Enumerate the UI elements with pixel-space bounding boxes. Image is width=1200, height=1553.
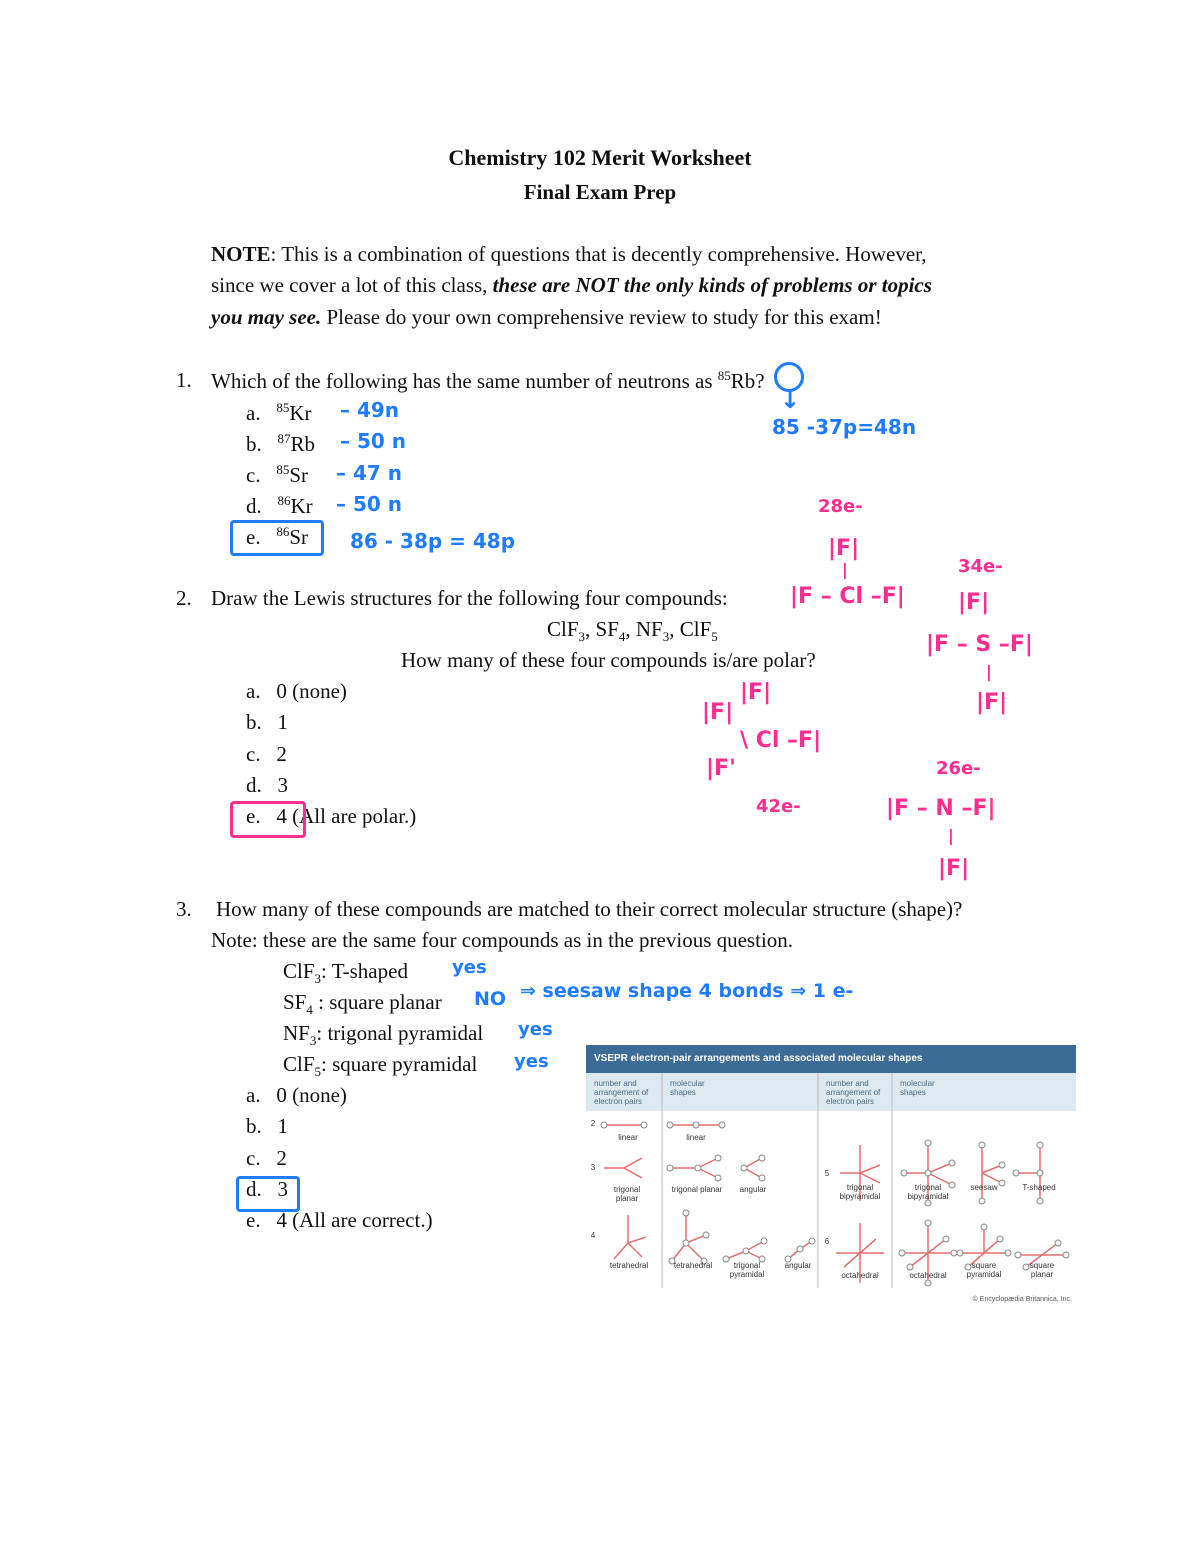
lewis-clf3-bond: | bbox=[842, 560, 848, 579]
q3-option-b[interactable]: b. 1 bbox=[246, 1114, 288, 1138]
q3-option-d[interactable]: d. 3 bbox=[246, 1177, 288, 1201]
vsepr-n4: 4 bbox=[590, 1231, 596, 1240]
vsepr-label-seesaw: seesaw bbox=[970, 1183, 998, 1192]
lewis-nf3-bond: | bbox=[948, 826, 954, 845]
note-42e: 42e- bbox=[756, 796, 801, 817]
q1-note-a: – 49n bbox=[340, 398, 400, 422]
q1-text: Which of the following has the same number of neutrons as $^{85}$Rb? bbox=[211, 368, 765, 393]
note-line-1: NOTE: This is a combination of questions that is decently comprehensive. However, bbox=[211, 242, 927, 266]
vsepr-col3-label: number and arrangement of electron pairs bbox=[826, 1079, 881, 1106]
note-28e: 28e- bbox=[818, 496, 863, 517]
vsepr-col2-label: molecular shapes bbox=[670, 1079, 705, 1097]
q2-option-b[interactable]: b. 1 bbox=[246, 710, 288, 734]
q2-option-a[interactable]: a. 0 (none) bbox=[246, 679, 347, 703]
vsepr-label-tetrahedral-2: tetrahedral bbox=[673, 1261, 713, 1270]
q2-option-c[interactable]: c. 2 bbox=[246, 742, 287, 766]
vsepr-label-angular-1: angular bbox=[739, 1185, 767, 1194]
q2-compounds: ClF$_3$, $SF_4$, $NF_3$, ClF$_5$ bbox=[547, 617, 718, 645]
lewis-sf4-top: |F| bbox=[958, 590, 990, 615]
q2-answer-box bbox=[230, 801, 306, 838]
q3-mark-2: NO bbox=[474, 988, 507, 1010]
page-title: Chemistry 102 Merit Worksheet bbox=[448, 145, 752, 170]
vsepr-figure bbox=[586, 1045, 1076, 1303]
q2-number: 2. bbox=[176, 586, 192, 610]
q3-extra-note: ⇒ seesaw shape 4 bonds ⇒ 1 e- bbox=[520, 980, 854, 1002]
q1-note-e: 86 - 38p = 48p bbox=[350, 529, 516, 553]
vsepr-label-square-pyramidal: square pyramidal bbox=[966, 1261, 1002, 1279]
q1-note-calc: 85 -37p=48n bbox=[772, 415, 917, 439]
vsepr-n5: 5 bbox=[824, 1169, 830, 1178]
q1-option-c[interactable]: c. $^{85}$Sr bbox=[246, 462, 309, 487]
q2-text: Draw the Lewis structures for the following four compounds: bbox=[211, 586, 728, 610]
q1-option-d[interactable]: d. $^{86}$Kr bbox=[246, 493, 313, 518]
note-line-3: you may see. Please do your own comprehensive review to study for this exam! bbox=[211, 305, 882, 329]
note-26e: 26e- bbox=[936, 758, 981, 779]
arrow-down-icon: ↓ bbox=[780, 386, 801, 414]
q3-mark-1: yes bbox=[452, 957, 487, 978]
q3-mark-3: yes bbox=[518, 1019, 553, 1040]
q1-number: 1. bbox=[176, 368, 192, 392]
vsepr-label-trigonal-planar-1: trigonal planar bbox=[613, 1185, 641, 1203]
vsepr-label-trigonal-planar-2: trigonal planar bbox=[671, 1185, 723, 1194]
q1-note-d: – 50 n bbox=[336, 492, 402, 516]
note-34e: 34e- bbox=[958, 556, 1003, 577]
vsepr-label-trigonal-pyramidal: trigonal pyramidal bbox=[729, 1261, 765, 1279]
vsepr-label-linear-1: linear bbox=[618, 1133, 638, 1142]
q3-option-c[interactable]: c. 2 bbox=[246, 1146, 287, 1170]
vsepr-label-trigonal-bipyramidal-2: trigonal bipyramidal bbox=[907, 1183, 949, 1201]
vsepr-label-octahedral-2: octahedral bbox=[909, 1271, 947, 1280]
q2-option-e[interactable]: e. 4 (All are polar.) bbox=[246, 804, 417, 828]
vsepr-figure-title: VSEPR electron-pair arrangements and associated molecular shapes bbox=[586, 1045, 1076, 1073]
vsepr-label-t-shaped: T-shaped bbox=[1022, 1183, 1056, 1192]
q3-answer-box bbox=[236, 1176, 300, 1212]
vsepr-credit: © Encyclopædia Britannica, Inc. bbox=[972, 1296, 1072, 1303]
vsepr-n6: 6 bbox=[824, 1237, 830, 1246]
q1-note-c: – 47 n bbox=[336, 461, 402, 485]
lewis-nf3-row: |F – N –F| bbox=[886, 796, 996, 821]
vsepr-label-tetrahedral-1: tetrahedral bbox=[609, 1261, 649, 1270]
q3-option-a[interactable]: a. 0 (none) bbox=[246, 1083, 347, 1107]
vsepr-n3: 3 bbox=[590, 1163, 596, 1172]
vsepr-col4-label: molecular shapes bbox=[900, 1079, 935, 1097]
vsepr-n2: 2 bbox=[590, 1119, 596, 1128]
vsepr-label-trigonal-bipyramidal-1: trigonal bipyramidal bbox=[839, 1183, 881, 1201]
q1-option-b[interactable]: b. $^{87}$Rb bbox=[246, 431, 316, 456]
q3-match-1: ClF$_3$: T-shaped bbox=[283, 959, 408, 987]
lewis-clf5-left: |F| bbox=[702, 700, 734, 725]
lewis-sf4-bond: | bbox=[986, 662, 992, 681]
vsepr-label-octahedral-1: octahedral bbox=[841, 1271, 879, 1280]
vsepr-col1-label: number and arrangement of electron pairs bbox=[594, 1079, 649, 1106]
lewis-clf3-row: |F – Cl –F| bbox=[790, 584, 905, 609]
lewis-clf3: |F| bbox=[828, 536, 860, 561]
q2-question: How many of these four compounds is/are polar? bbox=[401, 648, 816, 672]
q3-text: How many of these compounds are matched to their correct molecular structure (shape)? bbox=[216, 897, 963, 921]
lewis-clf5-bottom: |F' bbox=[706, 756, 736, 781]
lewis-nf3-bottom: |F| bbox=[938, 856, 970, 881]
q3-match-2: $SF_4$ : square planar bbox=[283, 990, 442, 1018]
q3-note: Note: these are the same four compounds as in the previous question. bbox=[211, 928, 794, 952]
q1-note-b: – 50 n bbox=[340, 429, 406, 453]
q3-number: 3. bbox=[176, 897, 192, 921]
page-subtitle: Final Exam Prep bbox=[523, 180, 677, 204]
q3-mark-4: yes bbox=[514, 1051, 549, 1072]
vsepr-label-square-planar: square planar bbox=[1029, 1261, 1055, 1279]
q1-option-e[interactable]: e. $^{86}$Sr bbox=[246, 524, 309, 549]
lewis-sf4-row: |F – S –F| bbox=[926, 632, 1033, 657]
lewis-clf5-top: |F| bbox=[740, 680, 772, 705]
vsepr-label-angular-2: angular bbox=[784, 1261, 812, 1270]
vsepr-label-linear-2: linear bbox=[686, 1133, 706, 1142]
q3-option-e[interactable]: e. 4 (All are correct.) bbox=[246, 1208, 433, 1232]
lewis-sf4-bottom: |F| bbox=[976, 690, 1008, 715]
q1-option-a[interactable]: a. $^{85}$Kr bbox=[246, 400, 312, 425]
lewis-clf5-row: \ Cl –F| bbox=[740, 728, 822, 753]
q3-match-3: $NF_3$: trigonal pyramidal bbox=[283, 1021, 484, 1049]
note-line-2: since we cover a lot of this class, these are NOT the only kinds of problems or topics bbox=[211, 273, 932, 297]
q3-match-4: ClF$_5$: square pyramidal bbox=[283, 1052, 478, 1080]
q2-option-d[interactable]: d. 3 bbox=[246, 773, 288, 797]
q1-answer-box bbox=[230, 520, 324, 556]
